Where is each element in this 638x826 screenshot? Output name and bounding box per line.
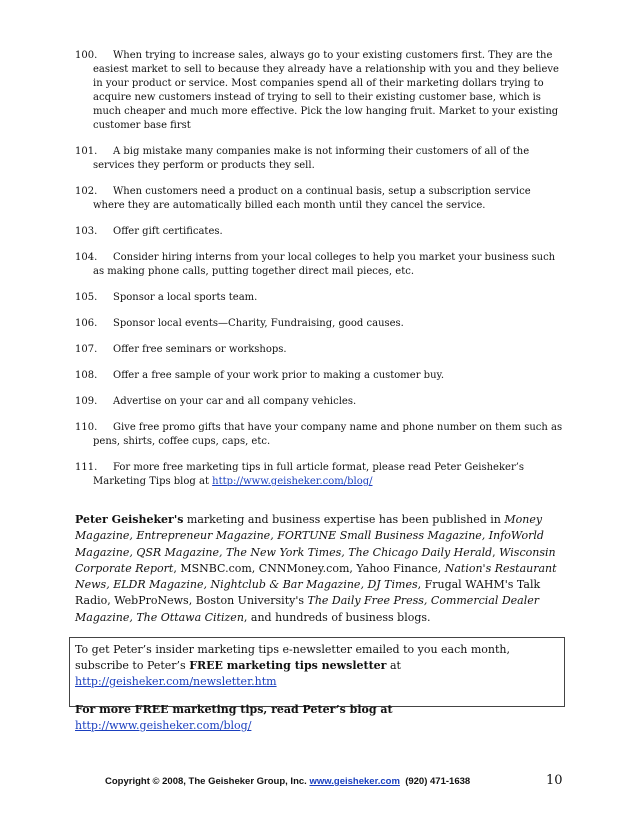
author-bio — [75, 512, 567, 626]
newsletter-at: at — [386, 659, 401, 672]
tip-text: Advertise on your car and all company vehicles. — [113, 396, 357, 407]
page-number: 10 — [546, 773, 563, 788]
tip-item — [75, 185, 565, 213]
tip-text: Offer a free sample of your work prior to making a customer buy. — [113, 370, 445, 381]
bio-publications: Money Magazine, Entrepreneur Magazine, FORTUNE Small Business Magazine, InfoWorld Magazine, QSR Magazine, The New York Times, The Chicago Daily Herald — [75, 513, 544, 559]
newsletter-text — [75, 642, 559, 690]
bio-publications: Nation's Restaurant News, ELDR Magazine, Nightclub & Bar Magazine, DJ Times — [75, 561, 557, 592]
tip-text: Sponsor local events—Charity, Fundraising, good causes. — [113, 318, 404, 329]
blog-text — [75, 702, 559, 734]
tip-text: Offer free seminars or workshops. — [113, 344, 287, 355]
tip-text: A big mistake many companies make is not informing their customers of all of the services they perform or products they sell. — [93, 146, 530, 171]
tip-item — [75, 145, 565, 173]
tip-text: Consider hiring interns from your local colleges to help you market your business such as making phone calls, putting together direct mail pieces, etc. — [93, 252, 556, 277]
tip-item — [75, 225, 565, 239]
tip-number: 106. — [75, 318, 98, 329]
tip-number: 103. — [75, 226, 98, 237]
page-footer — [105, 776, 565, 787]
tip-text: Give free promo gifts that have your company name and phone number on them such as pens, shirts, coffee cups, caps, etc. — [93, 422, 563, 447]
tip-number: 111. — [75, 462, 98, 473]
bio-publications: The Daily Free Press, Commercial Dealer Magazine, The Ottawa Citizen — [75, 594, 540, 624]
blog-prompt: For more FREE marketing tips, read Peter’s blog at — [75, 703, 393, 716]
tip-item — [75, 317, 565, 331]
copyright-text: Copyright © 2008, The Geisheker Group, Inc. — [105, 776, 310, 787]
blog-link[interactable]: http://www.geisheker.com/blog/ — [75, 719, 252, 732]
tip-text: When customers need a product on a continual basis, setup a subscription service where they are automatically billed each month until they cancel the service. — [93, 186, 531, 211]
tip-text: Sponsor a local sports team. — [113, 292, 258, 303]
tips-list — [75, 49, 565, 501]
tip-item — [75, 251, 565, 279]
tip-number: 110. — [75, 422, 98, 433]
tip-number: 107. — [75, 344, 98, 355]
website-link[interactable]: www.geisheker.com — [309, 776, 400, 787]
bio-text: , and hundreds of business blogs. — [243, 610, 431, 624]
bio-publications: Wisconsin Corporate Report — [75, 545, 556, 575]
tip-number: 100. — [75, 50, 98, 61]
tip-item — [75, 421, 565, 449]
tip-text: When trying to increase sales, always go to your existing customers first. They are the easiest market to sell to because they already have a relationship with you and they believe in your product or service. Most companies spend all of their marketing dollars trying to acquire new customers instead of trying to sell to their existing customer base, which is much cheaper and much more effective. Pick the low hanging fruit. Market to your existing customer base first — [93, 50, 559, 131]
bio-text: marketing and business expertise has been published in — [183, 513, 505, 526]
phone-number: (920) 471-1638 — [399, 776, 471, 787]
tip-item — [75, 291, 565, 305]
bio-text: , — [492, 545, 500, 559]
tip-text: Offer gift certificates. — [113, 226, 223, 237]
tip-number: 102. — [75, 186, 98, 197]
newsletter-intro: To get Peter’s insider marketing tips e-newsletter emailed to you each month, subscribe to Peter’s — [75, 643, 510, 672]
tip-item — [75, 461, 565, 489]
author-name: Peter Geisheker's — [75, 513, 184, 526]
bio-text: , Frugal WAHM's Talk Radio, WebProNews, Boston University's — [75, 578, 541, 608]
tip-item — [75, 343, 565, 357]
newsletter-link[interactable]: http://geisheker.com/newsletter.htm — [75, 675, 277, 688]
tip-number: 108. — [75, 370, 98, 381]
newsletter-box — [69, 637, 565, 732]
tip-item — [75, 49, 565, 133]
tip-item — [75, 395, 565, 409]
bio-text: , MSNBC.com, CNNMoney.com, Yahoo Finance, — [173, 561, 445, 575]
tip-number: 104. — [75, 252, 98, 263]
blog-link[interactable]: http://www.geisheker.com/blog/ — [212, 476, 373, 487]
tip-text: For more free marketing tips in full article format, please read Peter Geisheker’s Marketing Tips blog at — [93, 462, 525, 487]
tip-number: 105. — [75, 292, 98, 303]
tip-number: 109. — [75, 396, 98, 407]
tip-item — [75, 369, 565, 383]
newsletter-name: FREE marketing tips newsletter — [189, 659, 387, 672]
tip-number: 101. — [75, 146, 98, 157]
